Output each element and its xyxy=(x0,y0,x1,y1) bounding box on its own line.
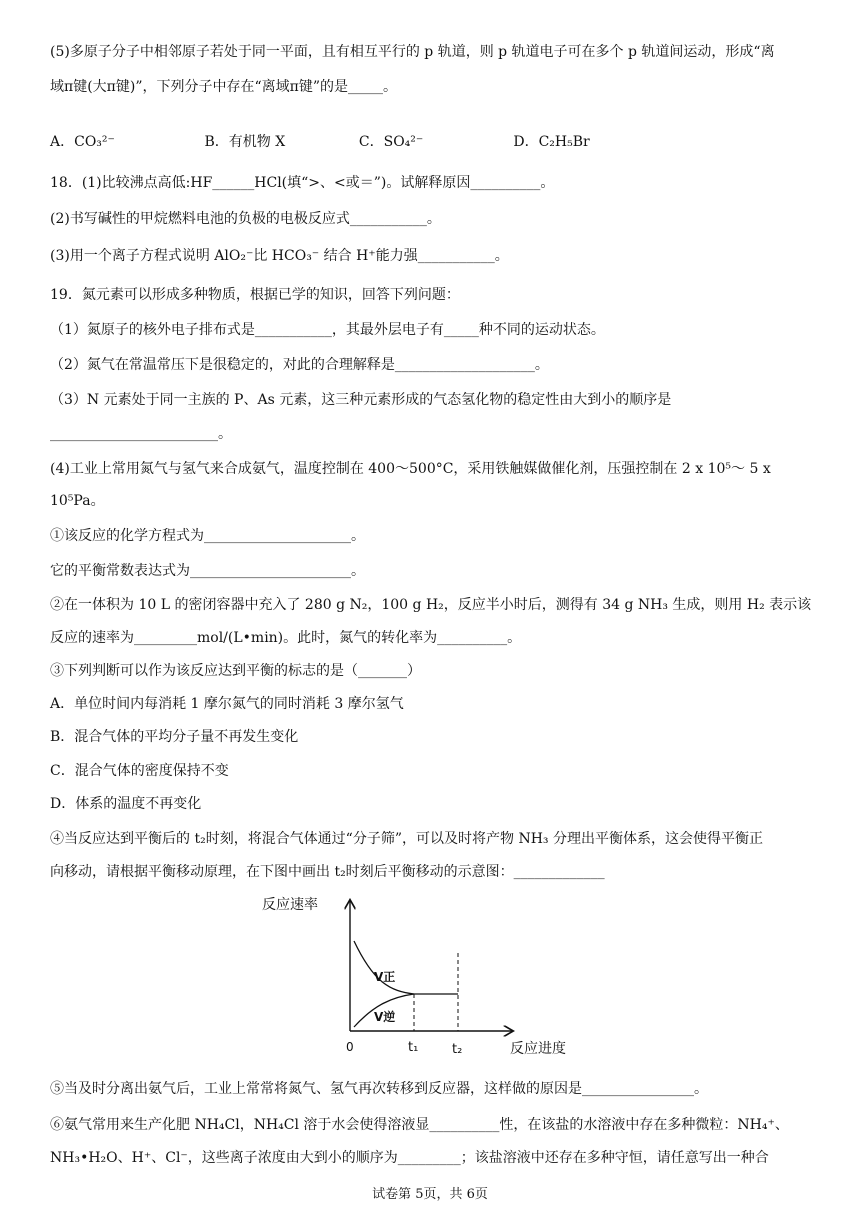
option-c: C．SO₄²⁻ xyxy=(358,134,424,150)
q19-4-sub3-d: D．体系的温度不再变化 xyxy=(50,796,202,812)
origin-label: 0 xyxy=(346,1040,354,1054)
q19-4-line1: (4)工业上常用氮气与氢气来合成氨气，温度控制在 400～500°C，采用铁触媒做催化剂，压强控制在 2 x 10⁵～ 5 x xyxy=(50,461,771,477)
v-forward-curve xyxy=(354,941,458,994)
page-footer: 试卷第 5页，共 6页 xyxy=(372,1187,488,1202)
option-a: A．CO₃²⁻ xyxy=(50,134,115,150)
q19-2: （2）氮气在常温常压下是很稳定的，对此的合理解释是____________________。 xyxy=(50,357,549,373)
v-forward-label: V正 xyxy=(374,970,396,984)
q19-4-sub3: ③下列判断可以作为该反应达到平衡的标志的是（_______） xyxy=(50,663,421,679)
q18-1: 18．(1)比较沸点高低:HF______HCl(填“>、<或＝”)。试解释原因__________。 xyxy=(50,175,555,191)
q19-4-sub3-c: C．混合气体的密度保持不变 xyxy=(50,763,229,779)
q19-4-sub6-line1: ⑥氨气常用来生产化肥 NH₄Cl，NH₄Cl 溶于水会使得溶液显__________性，在该盐的水溶液中存在多种微粒：NH₄⁺、 xyxy=(50,1117,789,1133)
q19-4-sub4-line2: 向移动，请根据平衡移动原理，在下图中画出 t₂时刻后平衡移动的示意图：_____________ xyxy=(50,864,605,880)
q19-intro: 19．氮元素可以形成多种物质，根据已学的知识，回答下列问题： xyxy=(50,287,460,303)
q19-1: （1）氮原子的核外电子排布式是___________，其最外层电子有_____种不同的运动状态。 xyxy=(50,322,605,338)
q19-4-sub1: ①该反应的化学方程式为_____________________。 xyxy=(50,528,365,544)
option-d: D．C₂H₅Br xyxy=(513,134,590,150)
q19-4-sub1b: 它的平衡常数表达式为_______________________。 xyxy=(50,563,365,579)
q19-4-sub6-line2: NH₃•H₂O、H⁺、Cl⁻，这些离子浓度由大到小的顺序为_________；该盐溶液中还存在多种守恒，请任意写出一种合 xyxy=(50,1150,769,1166)
q19-3-line1: （3）N 元素处于同一主族的 P、As 元素，这三种元素形成的气态氢化物的稳定性由大到小的顺序是 xyxy=(50,392,672,408)
q19-4-sub5: ⑤当及时分离出氨气后，工业上常常将氮气、氢气再次转移到反应器，这样做的原因是________________。 xyxy=(50,1081,708,1097)
q18-2: (2)书写碱性的甲烷燃料电池的负极的电极反应式___________。 xyxy=(50,211,441,227)
q19-4-sub4-line1: ④当反应达到平衡后的 t₂时刻，将混合气体通过“分子筛”，可以及时将产物 NH₃ 分理出平衡体系，这会使得平衡正 xyxy=(50,831,763,847)
q19-4-sub2-line1: ②在一体积为 10 L 的密闭容器中充入了 280 g N₂，100 g H₂，反应半小时后，测得有 34 g NH₃ 生成，则用 H₂ 表示该 xyxy=(50,597,812,613)
t1-label: t₁ xyxy=(408,1040,419,1055)
y-axis-label: 反应速率 xyxy=(262,897,318,913)
q17-5-line1: (5)多原子分子中相邻原子若处于同一平面，且有相互平行的 p 轨道，则 p 轨道电子可在多个 p 轨道间运动，形成“离 xyxy=(50,44,775,60)
q19-4-sub3-b: B．混合气体的平均分子量不再发生变化 xyxy=(50,729,299,745)
option-b: B．有机物 X xyxy=(204,134,286,150)
q19-3-line2: ________________________。 xyxy=(50,426,232,442)
q17-5-options xyxy=(50,132,820,152)
reaction-rate-diagram xyxy=(262,893,582,1061)
v-reverse-label: V逆 xyxy=(374,1010,396,1024)
q19-4-line2: 10⁵Pa。 xyxy=(50,493,105,509)
t2-label: t₂ xyxy=(452,1042,463,1057)
q19-4-sub3-a: A．单位时间内每消耗 1 摩尔氮气的同时消耗 3 摩尔氢气 xyxy=(50,696,404,712)
q18-3: (3)用一个离子方程式说明 AlO₂⁻比 HCO₃⁻ 结合 H⁺能力强___________。 xyxy=(50,248,509,264)
q19-4-sub2-line2: 反应的速率为_________mol/(L•min)。此时，氮气的转化率为__________。 xyxy=(50,630,522,646)
q17-5-line2: 域π键(大π键)”，下列分子中存在“离域π键”的是_____。 xyxy=(50,79,397,95)
x-axis-label: 反应进度 xyxy=(510,1041,566,1057)
